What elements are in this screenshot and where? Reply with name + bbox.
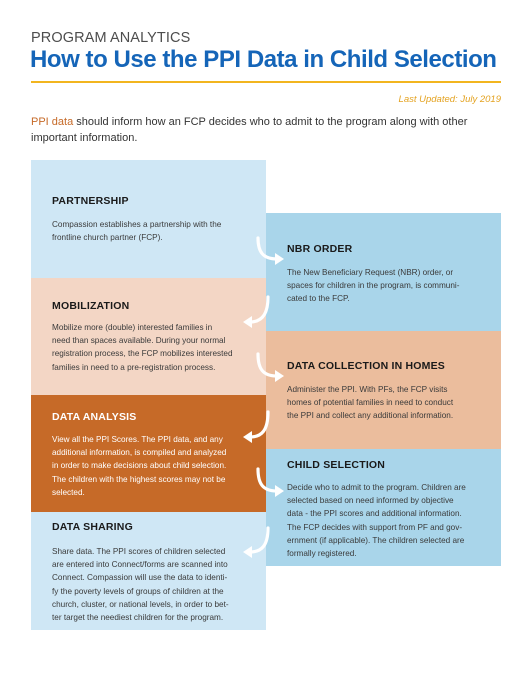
step-text-data-collection [287,383,492,423]
program-analytics-kicker: PROGRAM ANALYTICS [31,30,191,46]
step-title-partnership: PARTNERSHIP [52,195,129,207]
text-line: selected based on need informed by objective [287,496,454,506]
text-line: The children with the highest scores may not be [52,474,226,484]
step-text-data-analysis [52,433,260,499]
text-line: additional information, is compiled and analyzed [52,448,227,458]
text-line: The New Beneficiary Request (NBR) order, or [287,268,454,277]
step-text-partnership [52,218,257,244]
text-line: Mobilize more (double) interested families in [52,323,213,332]
page-title: How to Use the PPI Data in Child Selection [30,46,497,73]
text-line: selected. [52,487,85,497]
text-line: The FCP decides with support from PF and gov- [287,522,463,532]
text-line: frontline church partner (FCP). [52,233,163,243]
text-line: church, cluster, or national levels, in order to bet- [52,599,229,609]
text-line: formally registered. [287,549,357,559]
last-updated: Last Updated: July 2019 [398,94,501,105]
step-text-data-sharing [52,545,262,624]
text-line: spaces for children in the program, is communi- [287,281,460,291]
text-line: Compassion establishes a partnership with the [52,220,222,229]
text-line: ter target the neediest children for the program. [52,613,224,623]
step-text-nbr-order [287,266,492,306]
step-text-mobilization [52,321,257,374]
text-line: the PPI and collect any additional information. [287,411,454,421]
text-line: homes of potential families in need to conduct [287,398,454,408]
title-rule [31,81,501,83]
text-line: need than spaces available. During your normal [52,336,226,346]
text-line: Share data. The PPI scores of children selected [52,547,226,556]
step-title-data-sharing: DATA SHARING [52,521,133,533]
text-line: registration process, the FCP mobilizes interested [52,349,233,359]
text-line: View all the PPI Scores. The PPI data, and any [52,435,223,444]
text-line: data - the PPI scores and additional information. [287,509,462,519]
intro-highlight: PPI data [31,116,74,128]
step-text-child-selection [287,481,497,560]
intro-paragraph [31,115,506,146]
text-line: ernment (if applicable). The children selected are [287,535,465,545]
text-line: Decide who to admit to the program. Children are [287,483,466,492]
step-title-data-analysis: DATA ANALYSIS [52,411,137,423]
step-title-mobilization: MOBILIZATION [52,300,130,312]
text-line: fy the poverty levels of groups of children at the [52,586,224,596]
text-line: in order to make decisions about child selection. [52,461,227,471]
step-title-nbr-order: NBR ORDER [287,243,353,255]
step-title-child-selection: CHILD SELECTION [287,459,386,471]
text-line: Connect. Compassion will use the data to identi- [52,573,228,583]
text-line: Administer the PPI. With PFs, the FCP visits [287,385,448,394]
text-line: cated to the FCP. [287,294,350,304]
text-line: are entered into Connect/forms are scanned into [52,560,228,570]
text-line: families in need to a pre-registration process. [52,362,216,372]
step-title-data-collection: DATA COLLECTION IN HOMES [287,360,446,372]
intro-text: should inform how an FCP decides who to admit to the program along with other important information. [31,116,468,144]
